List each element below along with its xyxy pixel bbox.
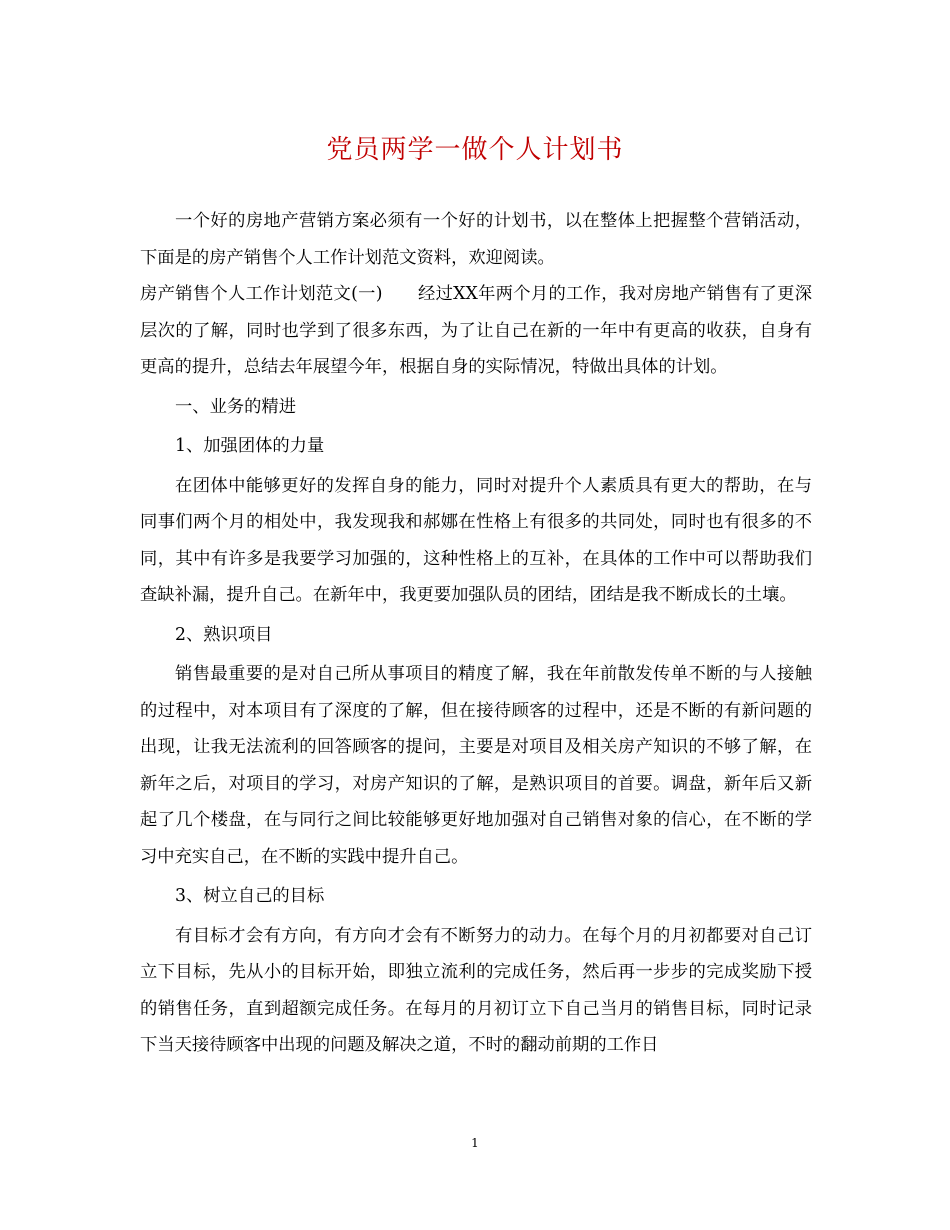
page-title: 党员两学一做个人计划书: [326, 135, 624, 165]
document-body: [140, 203, 812, 1064]
paragraph-set-goals: 有目标才会有方向，有方向才会有不断努力的动力。在每个月的月初都要对自己订立下目标，先从小的目标开始，即独立流利的完成任务，然后再一步步的完成奖励下授的销售任务，直到超额完成任务。在每月的月初订立下自己当月的销售目标，同时记录下当天接待顾客中出现的问题及解决之道，不时的翻动前期的工作日: [140, 925, 812, 1055]
subheading-know-project: 2、熟识项目: [175, 624, 273, 645]
section-heading-business: 一、业务的精进: [175, 396, 296, 417]
paragraph-team-strength: 在团体中能够更好的发挥自身的能力，同时对提升个人素质具有更大的帮助，在与同事们两个月的相处中，我发现我和郝娜在性格上有很多的共同处，同时也有很多的不同，其中有许多是我要学习加强的，这种性格上的互补，在具体的工作中可以帮助我们查缺补漏，提升自己。在新年中，我更要加强队员的团结，团结是我不断成长的土壤。: [140, 475, 812, 605]
subheading-team-strength: 1、加强团体的力量: [175, 436, 325, 456]
paragraph-sample-heading: 房产销售个人工作计划范文(一) 经过XX年两个月的工作，我对房地产销售有了更深层次的了解，同时也学到了很多东西，为了让自己在新的一年中有更高的收获，自身有更高的提升，总结去年展望今年，根据自身的实际情况，特做出具体的计划。: [140, 284, 812, 377]
paragraph-know-project: 销售最重要的是对自己所从事项目的精度了解，我在年前散发传单不断的与人接触的过程中，对本项目有了深度的了解，但在接待顾客的过程中，还是不断的有新问题的出现，让我无法流利的回答顾客的提问，主要是对项目及相关房产知识的不够了解，在新年之后，对项目的学习，对房产知识的了解，是熟识项目的首要。调盘，新年后又新起了几个楼盘，在与同行之间比较能够更好地加强对自己销售对象的信心，在不断的学习中充实自己，在不断的实践中提升自己。: [140, 664, 812, 867]
subheading-set-goals: 3、树立自己的目标: [175, 886, 325, 906]
paragraph-intro: 一个好的房地产营销方案必须有一个好的计划书，以在整体上把握整个营销活动，下面是的房产销售个人工作计划范文资料，欢迎阅读。: [140, 211, 812, 268]
page-number: 1: [471, 1136, 479, 1150]
